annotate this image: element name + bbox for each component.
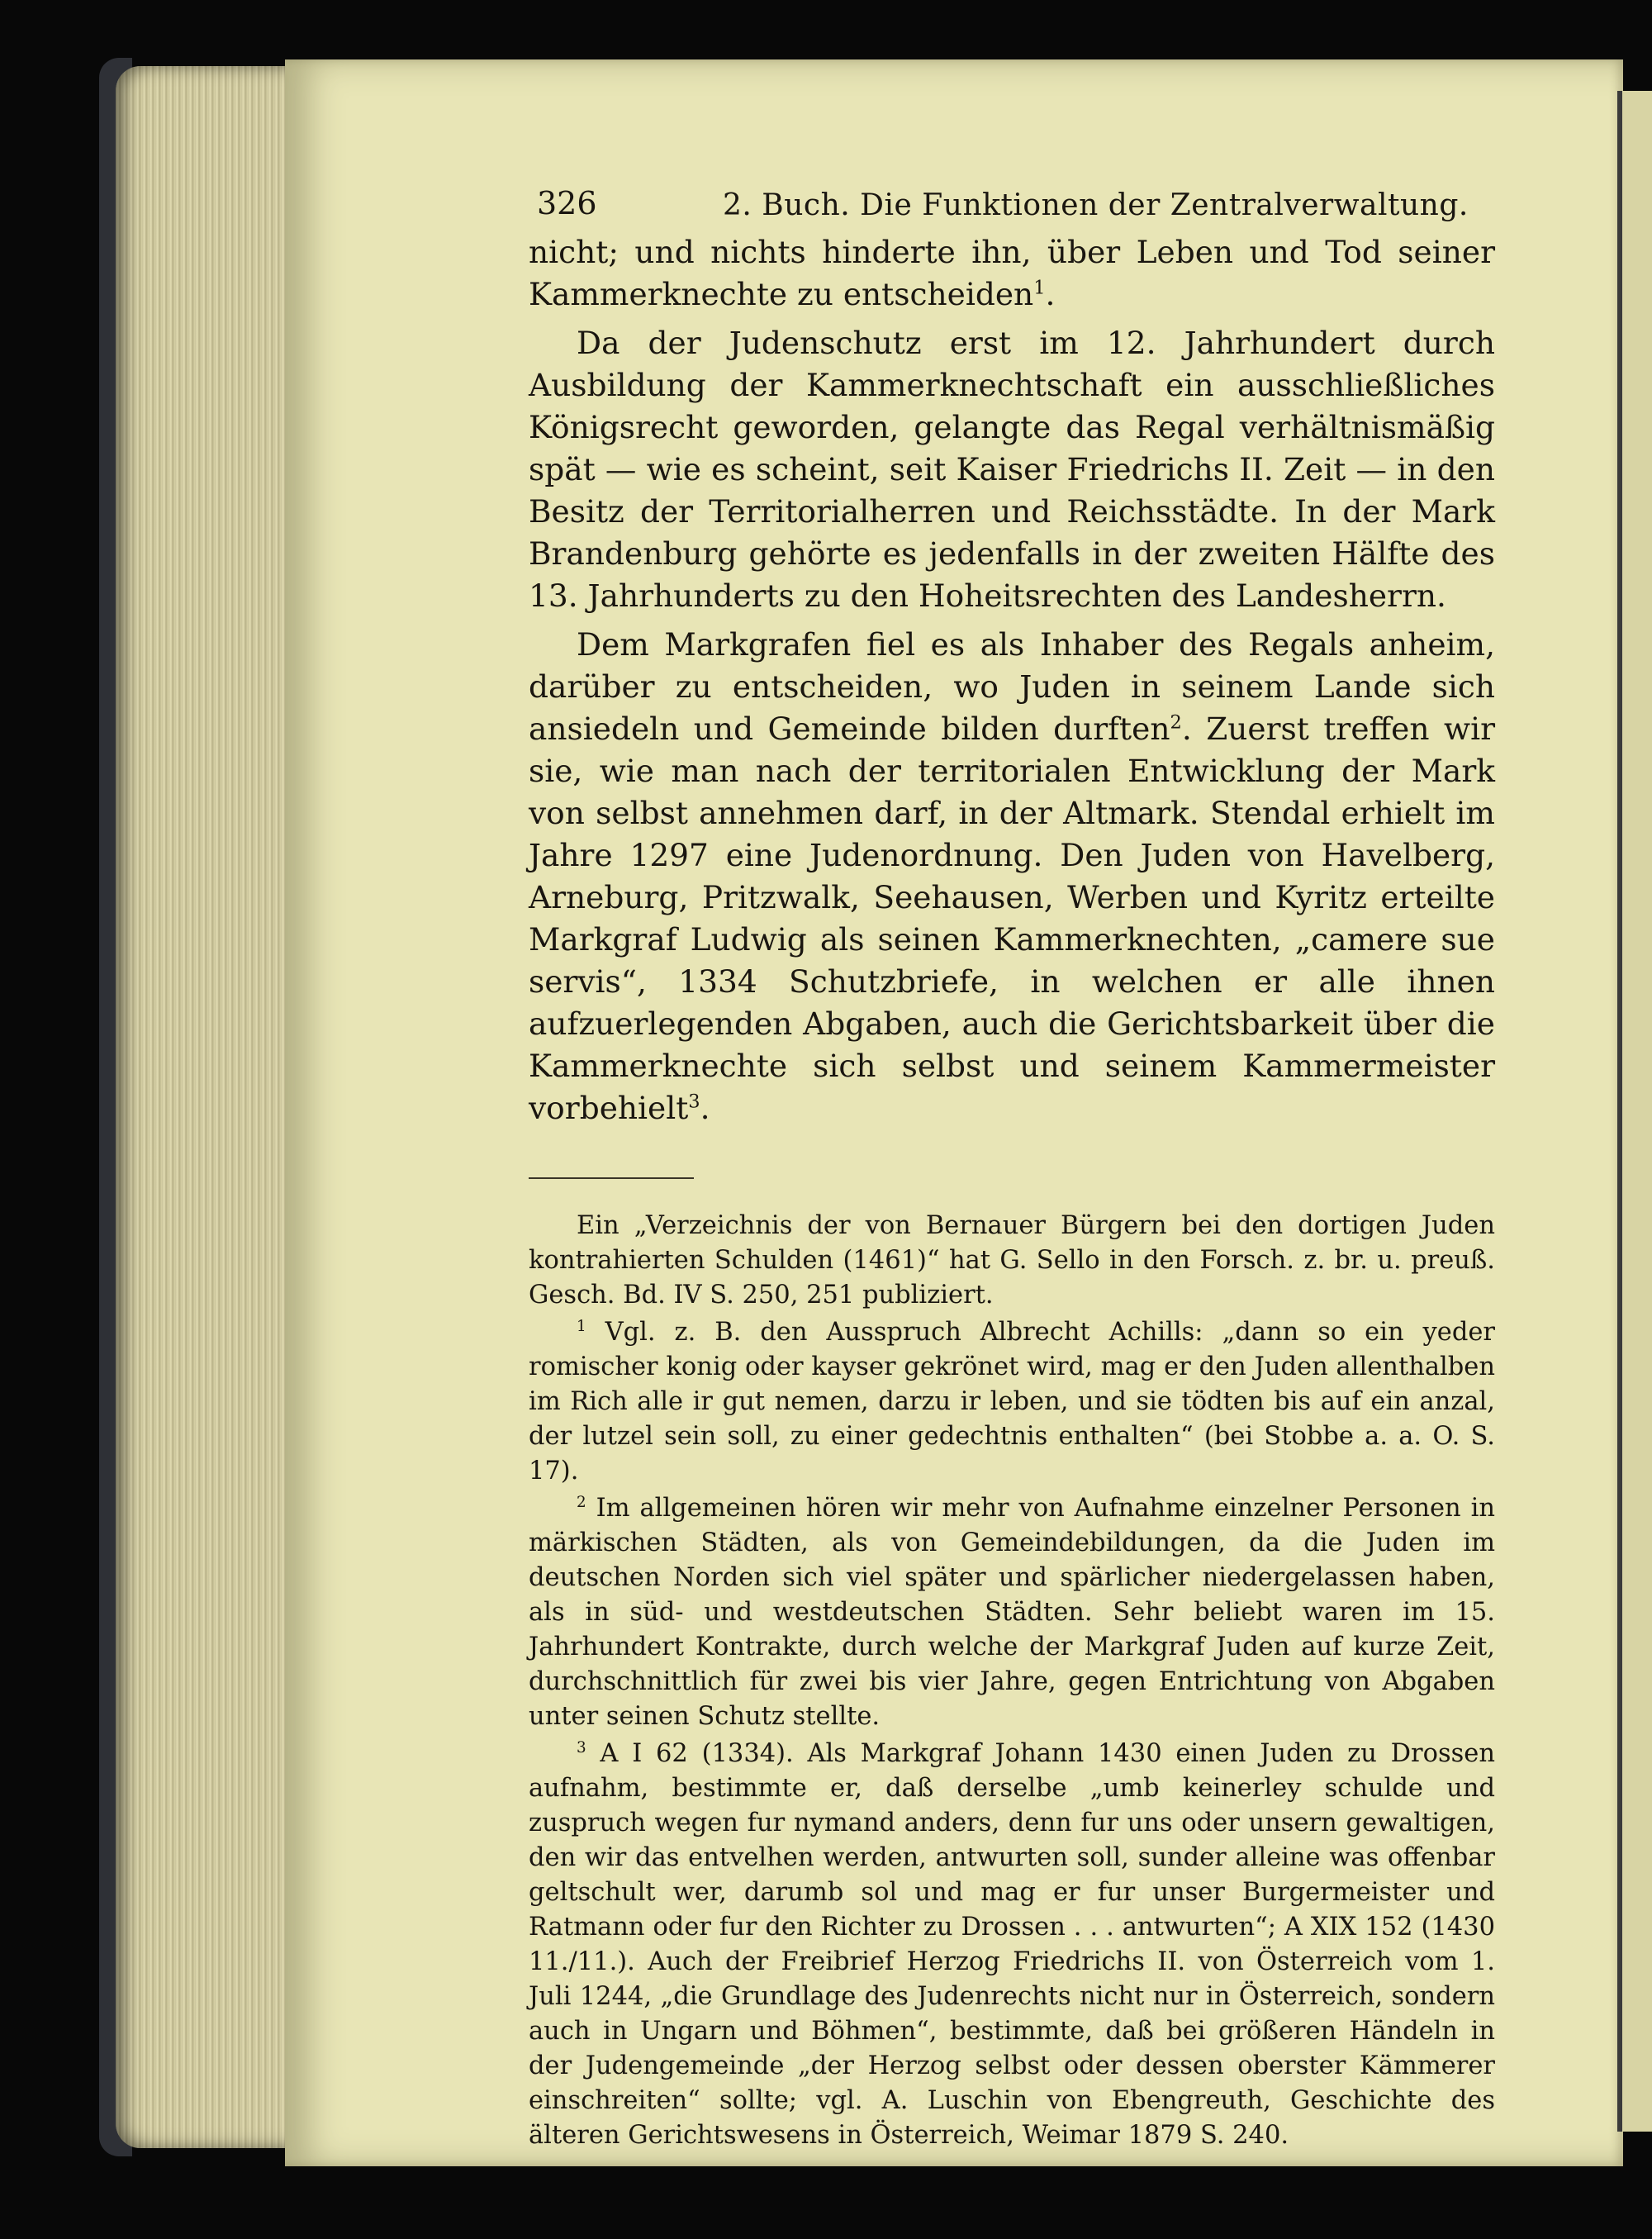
paragraph-2: Da der Judenschutz erst im 12. Jahrhundert durch Ausbildung der Kammerknechtschaft ein ausschließliches Königsrecht geworden, gelangte das Regal verhältnismäßig spät — wie es scheint, seit Kaiser Friedrichs II. Zeit — in den Besitz der Territorialherren und Reichsstädte. In der Mark Brandenburg gehörte es jedenfalls in der zweiten Hälfte des 13. Jahrhunderts zu den Hoheitsrechten des Landesherrn. [529, 325, 1495, 614]
paragraph-3: Dem Markgrafen fiel es als Inhaber des Regals anheim, darüber zu entscheiden, wo Juden in seinem Lande sich ansiedeln und Gemeinde bilden durften$^2$. Zuerst treffen wir sie, wie man nach der territorialen Entwicklung der Mark von selbst annehmen darf, in der Altmark. Stendal erhielt im Jahre 1297 eine Judenordnung. Den Juden von Havelberg, Arneburg, Pritzwalk, Seehausen, Werben und Kyritz erteilte Markgraf Ludwig als seinen Kammerknechten, „camere sue servis“, 1334 Schutzbriefe, in welchen er alle ihnen aufzuerlegenden Abgaben, auch die Gerichtsbarkeit über die Kammerknechte sich selbst und seinem Kammermeister vorbehielt$^3$. [529, 626, 1496, 1126]
paragraph-1: nicht; und nichts hinderte ihn, über Leben und Tod seiner Kammerknechte zu entscheiden$^1$. [529, 234, 1495, 312]
footnote-ref-2: 2 [1170, 711, 1182, 734]
facing-page-edge [1617, 91, 1652, 2132]
footnote-marker: 3 [577, 1738, 586, 1756]
footnote-ref-1: 1 [1033, 277, 1046, 299]
footnote-divider [529, 1177, 694, 1179]
running-head [529, 182, 1495, 231]
footnotes [529, 1209, 1495, 2153]
footnote-intro: Ein „Verzeichnis der von Bernauer Bürgern bei den dortigen Juden kontrahierten Schulden (1461)“ hat G. Sello in den Forsch. z. br. u. preuß. Gesch. Bd. IV S. 250, 251 publiziert. [529, 1211, 1495, 1310]
footnote-marker: 2 [577, 1493, 586, 1511]
footnote-ref-3: 3 [688, 1091, 700, 1113]
page-text [529, 182, 1495, 2153]
footnote-3: $^3$ A I 62 (1334). Als Markgraf Johann 1430 einen Juden zu Drossen aufnahm, bestimmte er, daß derselbe „umb keinerley schulde und zuspruch wegen fur nymand anders, denn fur uns oder unsern gewaltigen, den wir das entvelhen werden, antwurten soll, sunder alleine was offenbar geltschult wer, darumb sol und mag er fur unser Burgermeister und Ratmann oder fur den Richter zu Drossen . . . antwurten“; A XIX 152 (1430 11./11.). Auch der Freibrief Herzog Friedrichs II. von Österreich vom 1. Juli 1244, „die Grundlage des Judenrechts nicht nur in Österreich, sondern auch in Ungarn und Böhmen“, bestimmte, daß bei größeren Händeln in der Judengemeinde „der Herzog selbst oder dessen oberster Kämmerer einschreiten“ sollte; vgl. A. Luschin von Ebengreuth, Geschichte des älteren Gerichtswesens in Österreich, Weimar 1879 S. 240. [529, 1738, 1495, 2150]
main-text [529, 231, 1495, 1129]
footnote-1: $^1$ Vgl. z. B. den Ausspruch Albrecht Achills: „dann so ein yeder romischer konig oder kayser gekrönet wird, mag er den Juden allenthalben im Rich alle ir gut nemen, darzu ir leben, und sie tödten bis auf ein anzal, der lutzel sein soll, zu einer gedechtnis enthalten“ (bei Stobbe a. a. O. S. 17). [529, 1317, 1495, 1486]
footnote-marker: 1 [577, 1317, 586, 1335]
footnote-2: $^2$ Im allgemeinen hören wir mehr von Aufnahme einzelner Personen in märkischen Städten, als von Gemeindebildungen, da die Juden im deutschen Norden sich viel später und spärlicher niedergelassen haben, als in süd- und westdeutschen Städten. Sehr beliebt waren im 15. Jahrhundert Kontrakte, durch welche der Markgraf Juden auf kurze Zeit, durchschnittlich für zwei bis vier Jahre, gegen Entrichtung von Abgaben unter seinen Schutz stellte. [529, 1493, 1495, 1731]
page-number: 326 [537, 185, 597, 221]
running-head-title: 2. Buch. Die Funktionen der Zentralverwaltung. [723, 188, 1469, 222]
page-stack-edges [116, 66, 306, 2148]
